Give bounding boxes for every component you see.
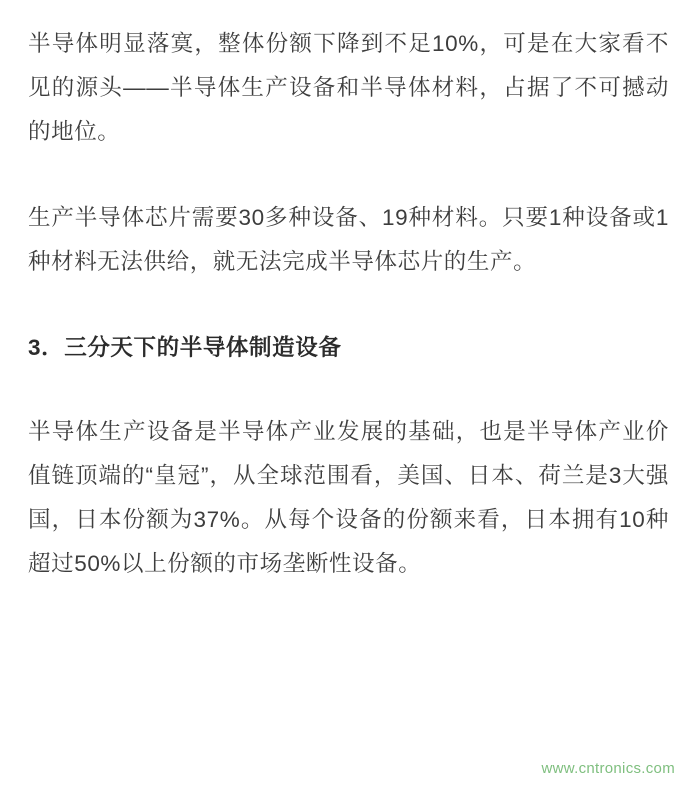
paragraph-2: 生产半导体芯片需要30多种设备、19种材料。只要1种设备或1种材料无法供给，就无法完成半导体芯片的生产。 (28, 205, 669, 274)
watermark-text: www.cntronics.com (541, 760, 675, 777)
paragraph-1: 半导体明显落寞，整体份额下降到不足10%，可是在大家看不见的源头——半导体生产设备和半导体材料，占据了不可撼动的地位。 (28, 31, 669, 144)
section-heading: 3．三分天下的半导体制造设备 (28, 335, 342, 360)
paragraph-3: 半导体生产设备是半导体产业发展的基础，也是半导体产业价值链顶端的“皇冠”，从全球范围看，美国、日本、荷兰是3大强国，日本份额为37%。从每个设备的份额来看，日本拥有10种超过50%以上份额的市场垄断性设备。 (28, 419, 669, 576)
